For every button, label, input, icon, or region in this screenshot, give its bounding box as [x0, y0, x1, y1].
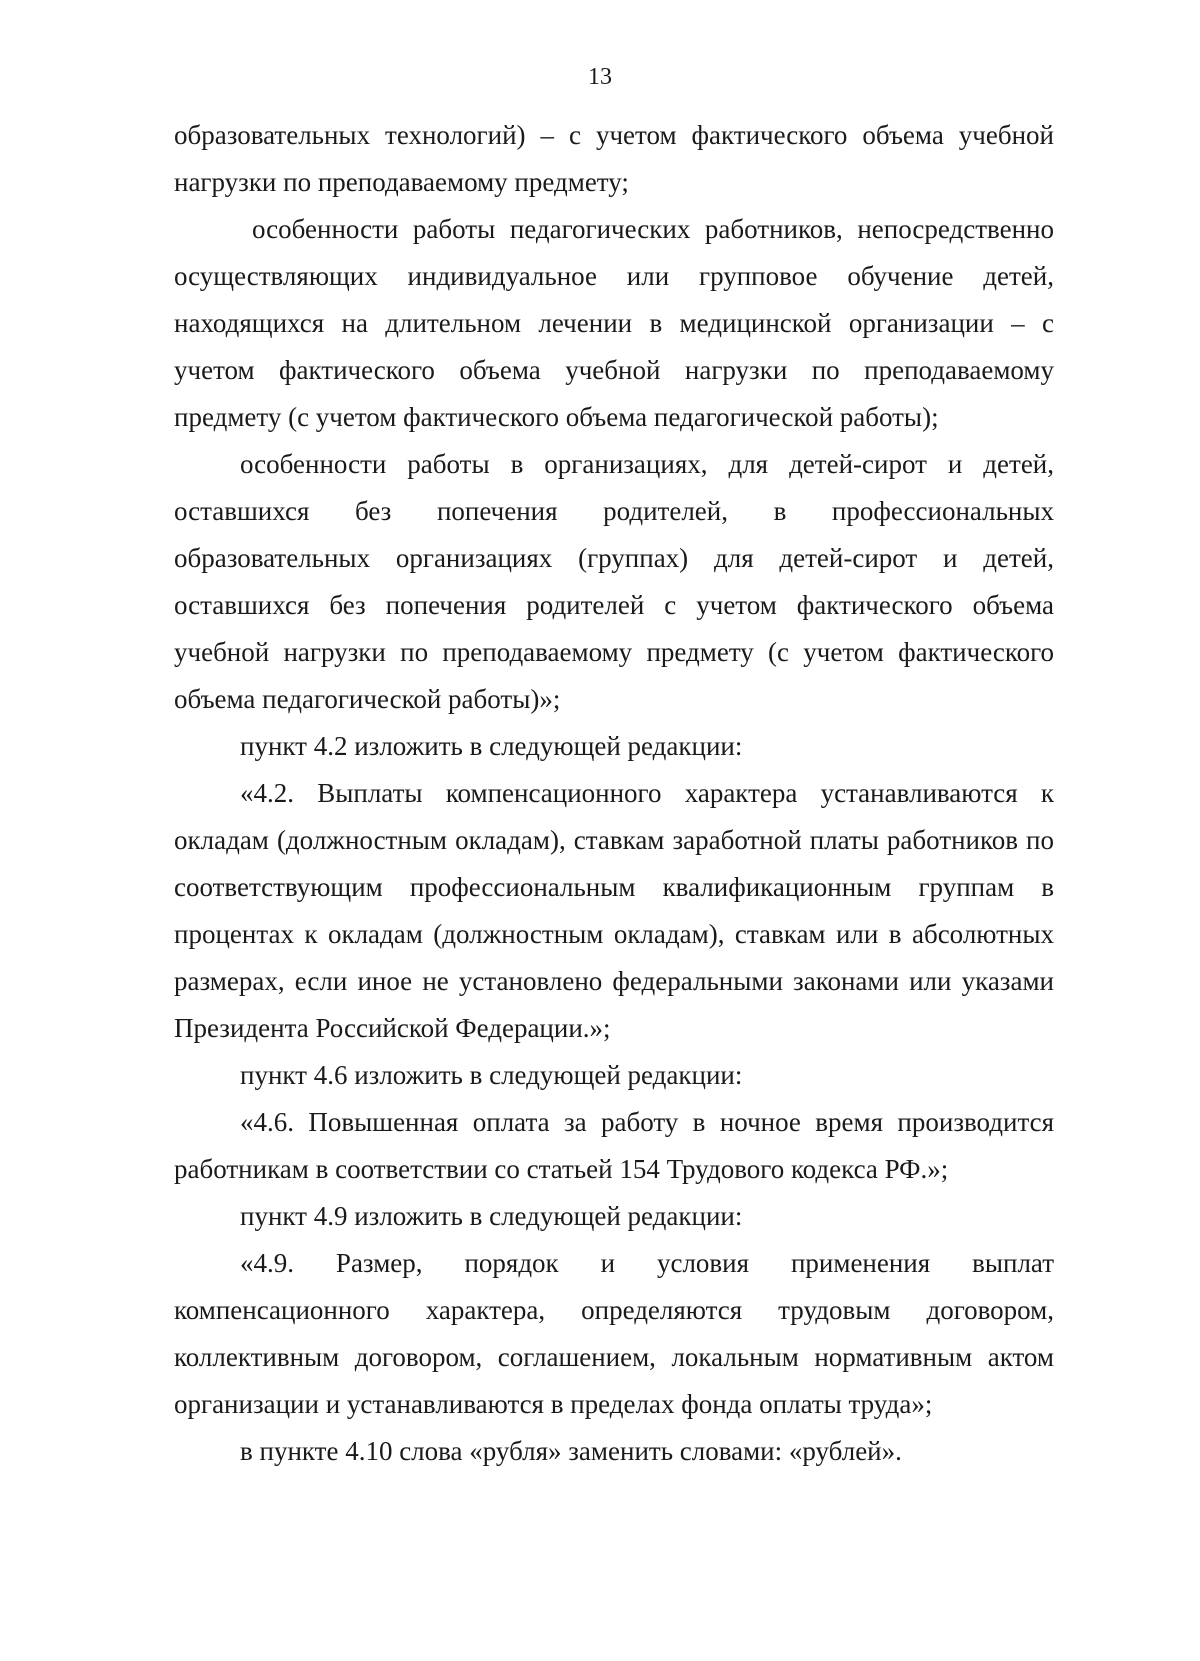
- paragraph-item-4-9-text: «4.9. Размер, порядок и условия применения выплат компенсационного характера, определяются трудовым договором, коллективным договором, соглашением, локальным нормативным актом организации и устанавливаются в пределах фонда оплаты труда»;: [174, 1248, 1054, 1419]
- paragraph-item-4-6-text: «4.6. Повышенная оплата за работу в ночное время производится работникам в соответствии со статьей 154 Трудового кодекса РФ.»;: [174, 1107, 1054, 1184]
- paragraph-medical-organization: особенности работы педагогических работников, непосредственно осуществляющих индивидуальное или групповое обучение детей, находящихся на длительном лечении в медицинской организации – с учетом фактического объема учебной нагрузки по преподаваемому предмету (с учетом фактического объема педагогической работы);: [174, 214, 1054, 432]
- paragraph-item-4-6-intro: пункт 4.6 изложить в следующей редакции:: [240, 1060, 743, 1090]
- paragraph-item-4-2-intro: пункт 4.2 изложить в следующей редакции:: [240, 731, 743, 761]
- paragraph-orphan-organizations: особенности работы в организациях, для детей-сирот и детей, оставшихся без попечения родителей, в профессиональных образовательных организациях (группах) для детей-сирот и детей, оставшихся без попечения родителей с учетом фактического объема учебной нагрузки по преподаваемому предмету (с учетом фактического объема педагогической работы)»;: [174, 449, 1054, 714]
- page-number: 13: [588, 64, 612, 90]
- paragraph-item-4-2-text: «4.2. Выплаты компенсационного характера устанавливаются к окладам (должностным окладам), ставкам заработной платы работников по соответствующим профессиональным квалификационным группам в процентах к окладам (должностным окладам), ставкам или в абсолютных размерах, если иное не установлено федеральными законами или указами Президента Российской Федерации.»;: [174, 778, 1054, 1043]
- paragraph-item-4-10: в пункте 4.10 слова «рубля» заменить словами: «рублей».: [240, 1436, 902, 1466]
- document-body: [174, 112, 1054, 1475]
- paragraph-item-4-9-intro: пункт 4.9 изложить в следующей редакции:: [240, 1201, 743, 1231]
- paragraph-continuation: образовательных технологий) – с учетом фактического объема учебной нагрузки по преподаваемому предмету;: [174, 120, 1054, 197]
